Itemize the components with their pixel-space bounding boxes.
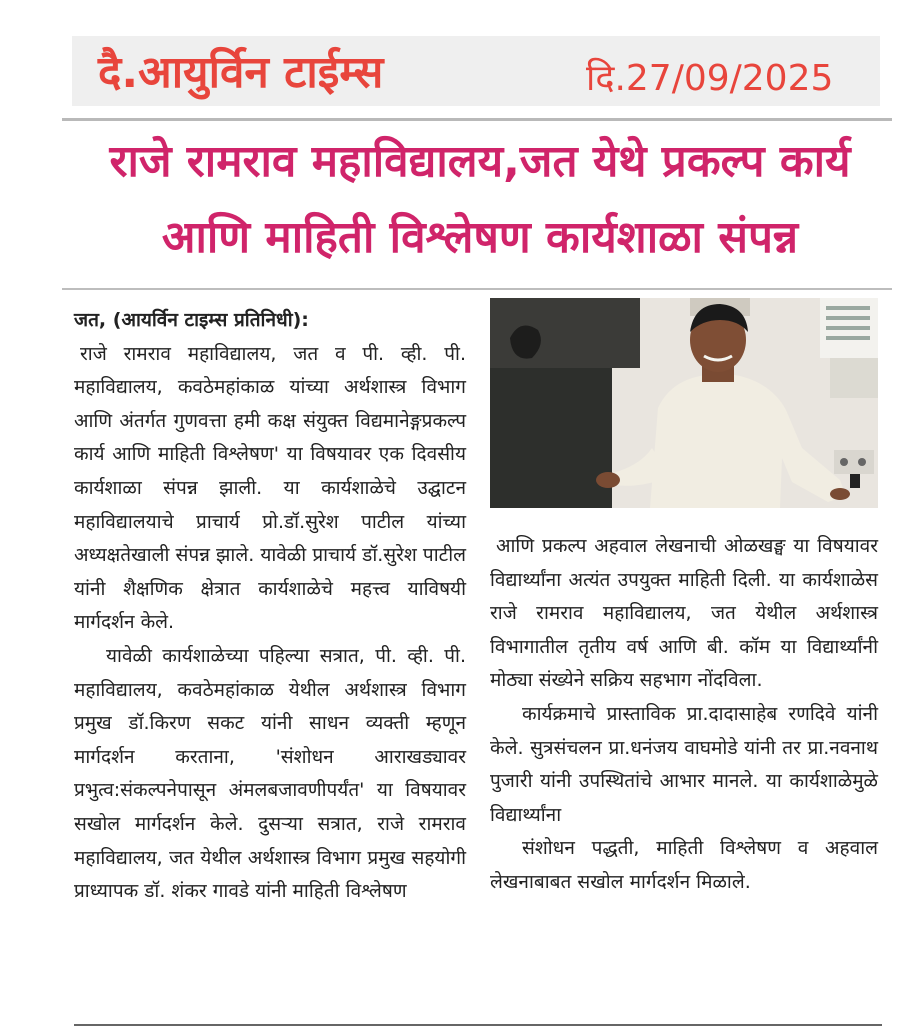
speaker-photo-icon [490, 298, 878, 508]
issue-date: दि.27/09/2025 [586, 58, 834, 99]
headline-line-1: राजे रामराव महाविद्यालय,जत येथे प्रकल्प कार्य [109, 136, 851, 187]
divider-bottom [74, 1024, 882, 1026]
divider-top [62, 118, 892, 121]
article-paragraph-2: यावेळी कार्यशाळेच्या पहिल्या सत्रात, पी. व्ही. पी. महाविद्यालय, कवठेमहांकाळ येथील अर्थशास्त्र विभाग प्रमुख डॉ.किरण सकट यांनी साधन व्यक्ती म्हणून मार्गदर्शन करताना, 'संशोधन आराखड्यावर प्रभुत्व:संकल्पनेपासून अंमलबजावणीपर्यंत' या विषयावर सखोल मार्गदर्शन केले. दुसऱ्या सत्रात, राजे रामराव महाविद्यालय, जत येथील अर्थशास्त्र विभाग प्रमुख सहयोगी प्राध्यापक डॉ. शंकर गावडे यांनी माहिती विश्लेषण [74, 644, 466, 903]
article-dateline: जत, (आयर्विन टाइम्स प्रतिनिधी): [74, 309, 309, 331]
divider-headline [62, 288, 892, 290]
newspaper-name: दै.आयुर्विन टाईम्स [98, 47, 384, 98]
article-paragraph-5: संशोधन पद्धती, माहिती विश्लेषण व अहवाल लेखनाबाबत सखोल मार्गदर्शन मिळाले. [490, 837, 878, 893]
headline-line-2: आणि माहिती विश्लेषण कार्यशाळा संपन्न [161, 212, 799, 263]
article-column-right [490, 530, 878, 900]
article-paragraph-1: राजे रामराव महाविद्यालय, जत व पी. व्ही. पी. महाविद्यालय, कवठेमहांकाळ यांच्या अर्थशास्त्र विभाग आणि अंतर्गत गुणवत्ता हमी कक्ष संयुक्त विद्यमानेङ्गप्रकल्प कार्य आणि माहिती विश्लेषण' या विषयावर एक दिवसीय कार्यशाळा संपन्न झाली. या कार्यशाळेचे उद्घाटन महाविद्यालयाचे प्राचार्य प्रो.डॉ.सुरेश पाटील यांच्या अध्यक्षतेखाली संपन्न झाले. यावेळी प्राचार्य डॉ.सुरेश पाटील यांनी शैक्षणिक क्षेत्रात कार्यशाळेचे महत्त्व याविषयी मार्गदर्शन केले. [74, 342, 466, 634]
article-paragraph-3: आणि प्रकल्प अहवाल लेखनाची ओळखङ्घ या विषयावर विद्यार्थ्यांना अत्यंत उपयुक्त माहिती दिली. या कार्यशाळेस राजे रामराव महाविद्यालय, जत येथील अर्थशास्त्र विभागातील तृतीय वर्ष आणि बी. कॉम या विद्यार्थ्यांनी मोठ्या संख्येने सक्रिय सहभाग नोंदविला. [490, 535, 878, 692]
article-column-left [74, 304, 466, 909]
article-paragraph-4: कार्यक्रमाचे प्रास्ताविक प्रा.दादासाहेब रणदिवे यांनी केले. सुत्रसंचलन प्रा.धनंजय वाघमोडे यांनी तर प्रा.नवनाथ पुजारी यांनी उपस्थितांचे आभार मानले. या कार्यशाळेमुळे विद्यार्थ्यांना [490, 702, 878, 826]
